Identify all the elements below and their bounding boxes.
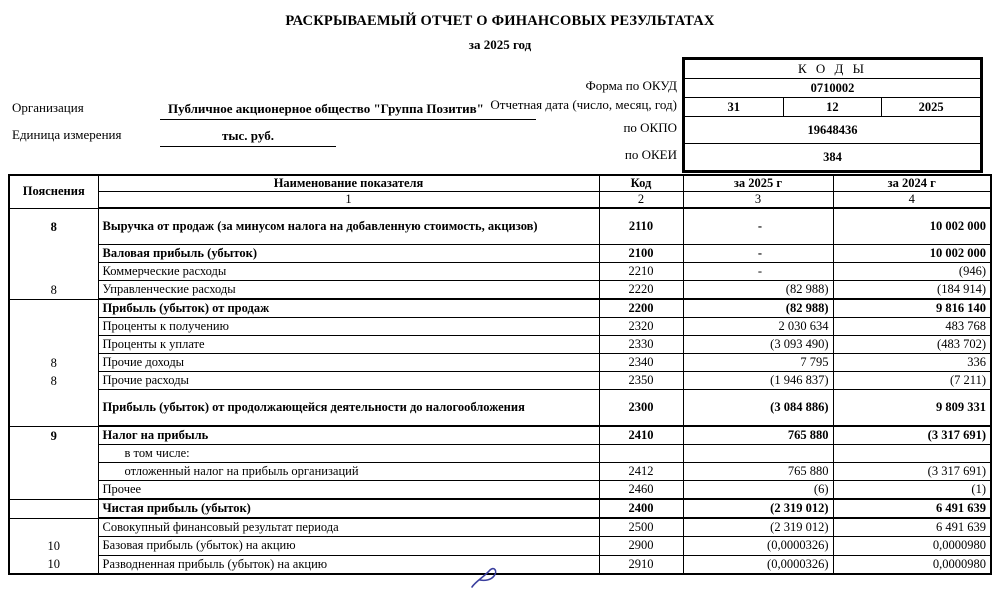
table-cell-indicator: Налог на прибыль — [98, 426, 599, 444]
report-date-label: Отчетная дата (число, месяц, год) — [490, 97, 677, 112]
table-cell-explanations — [9, 426, 98, 499]
table-cell-explanations — [9, 499, 98, 518]
column-header-period-current: за 2025 г — [683, 175, 833, 192]
table-cell-value-2024: (7 211) — [833, 372, 991, 390]
table-cell-code: 2220 — [599, 281, 683, 299]
table-cell-indicator: в том числе: — [98, 444, 599, 462]
table-cell-indicator: Управленческие расходы — [98, 281, 599, 299]
table-cell-indicator: Прибыль (убыток) от продолжающейся деятельности до налогообложения — [98, 390, 599, 426]
table-cell-value-2024: (184 914) — [833, 281, 991, 299]
table-row — [9, 208, 991, 244]
table-cell-explanations — [9, 518, 98, 574]
table-cell-code: 2100 — [599, 244, 683, 262]
table-cell-value-2024: (946) — [833, 263, 991, 281]
table-cell-indicator: Прибыль (убыток) от продаж — [98, 299, 599, 317]
table-cell-indicator: Проценты к уплате — [98, 335, 599, 353]
table-cell-code — [599, 444, 683, 462]
okud-label: Форма по ОКУД — [585, 78, 677, 93]
column-header-code: Код — [599, 175, 683, 192]
table-cell-value-2024: 0,0000980 — [833, 537, 991, 556]
page-subtitle: за 2025 год — [468, 37, 532, 52]
table-cell-code: 2412 — [599, 463, 683, 481]
explanation-note — [10, 463, 98, 481]
table-row — [9, 390, 991, 426]
table-row — [9, 518, 991, 537]
table-cell-code: 2330 — [599, 335, 683, 353]
table-cell-code: 2200 — [599, 299, 683, 317]
entity-block — [0, 93, 680, 147]
okei-value: 384 — [685, 144, 981, 171]
table-cell-indicator: Базовая прибыль (убыток) на акцию — [98, 537, 599, 556]
table-cell-value-2025: (2 319 012) — [683, 499, 833, 518]
table-cell-value-2025: 7 795 — [683, 353, 833, 371]
explanation-note: 8 — [50, 355, 57, 370]
codes-spacer — [0, 57, 680, 76]
table-row — [9, 372, 991, 390]
financial-table-container — [0, 174, 1000, 575]
table-cell-value-2024: 6 491 639 — [833, 499, 991, 518]
table-cell-indicator: отложенный налог на прибыль организаций — [98, 463, 599, 481]
table-row — [9, 426, 991, 444]
explanation-note: 10 — [47, 556, 60, 571]
table-cell-code: 2210 — [599, 263, 683, 281]
explanation-note — [10, 481, 98, 499]
table-cell-code: 2350 — [599, 372, 683, 390]
table-cell-value-2025: (82 988) — [683, 281, 833, 299]
table-body — [9, 208, 991, 574]
explanation-note: 10 — [47, 538, 60, 553]
table-row — [9, 481, 991, 499]
unit-row — [0, 120, 680, 147]
codes-panel — [682, 57, 983, 173]
table-row — [9, 463, 991, 481]
table-cell-indicator: Выручка от продаж (за минусом налога на добавленную стоимость, акцизов) — [98, 208, 599, 244]
explanation-note — [10, 519, 98, 537]
table-cell-value-2025: 765 880 — [683, 426, 833, 444]
table-cell-value-2024: (3 317 691) — [833, 463, 991, 481]
table-row — [9, 444, 991, 462]
explanation-note: 8 — [50, 219, 57, 234]
explanation-note — [10, 336, 98, 354]
organization-row — [0, 93, 680, 120]
codes-header-row — [685, 60, 981, 79]
table-cell-value-2025: - — [683, 208, 833, 244]
column-header-explanations: Пояснения — [9, 175, 98, 208]
table-cell-value-2025: - — [683, 244, 833, 262]
explanation-note — [10, 300, 98, 318]
table-cell-indicator: Проценты к получению — [98, 317, 599, 335]
organization-label: Организация — [12, 100, 84, 115]
table-cell-code: 2410 — [599, 426, 683, 444]
financial-results-table — [8, 174, 992, 575]
okpo-value: 19648436 — [685, 117, 981, 144]
unit-value: тыс. руб. — [160, 125, 336, 147]
table-cell-code: 2340 — [599, 353, 683, 371]
explanation-note — [10, 445, 98, 463]
table-head — [9, 175, 991, 208]
okei-row — [685, 144, 981, 171]
table-cell-indicator: Разводненная прибыль (убыток) на акцию — [98, 555, 599, 574]
explanation-note: 8 — [50, 282, 57, 297]
explanation-note — [10, 263, 98, 281]
explanation-note — [10, 245, 98, 263]
table-cell-value-2024: 10 002 000 — [833, 208, 991, 244]
table-cell-value-2024: 336 — [833, 353, 991, 371]
table-cell-value-2024 — [833, 444, 991, 462]
report-date-year: 2025 — [882, 98, 981, 117]
column-number-1: 1 — [98, 192, 599, 209]
table-row — [9, 335, 991, 353]
table-cell-value-2025: (0,0000326) — [683, 555, 833, 574]
organization-value: Публичное акционерное общество "Группа Позитив" — [160, 98, 536, 120]
table-cell-code: 2500 — [599, 518, 683, 537]
table-cell-indicator: Прочие доходы — [98, 353, 599, 371]
table-cell-value-2024: 483 768 — [833, 317, 991, 335]
table-cell-code: 2400 — [599, 499, 683, 518]
table-cell-value-2025: (3 093 490) — [683, 335, 833, 353]
page-title: РАСКРЫВАЕМЫЙ ОТЧЕТ О ФИНАНСОВЫХ РЕЗУЛЬТАТАХ — [285, 13, 715, 29]
column-header-period-prior: за 2024 г — [833, 175, 991, 192]
table-row — [9, 281, 991, 299]
table-cell-code: 2110 — [599, 208, 683, 244]
table-cell-value-2024: (483 702) — [833, 335, 991, 353]
column-number-3: 3 — [683, 192, 833, 209]
okpo-label: по ОКПО — [623, 120, 677, 135]
table-cell-value-2024: 9 809 331 — [833, 390, 991, 426]
column-number-2: 2 — [599, 192, 683, 209]
header-zone — [0, 57, 1000, 172]
column-header-indicator: Наименование показателя — [98, 175, 599, 192]
document-header — [0, 0, 1000, 53]
table-cell-indicator: Совокупный финансовый результат периода — [98, 518, 599, 537]
report-date-month: 12 — [783, 98, 882, 117]
table-row — [9, 299, 991, 317]
explanation-note: 8 — [50, 373, 57, 388]
table-header-row — [9, 175, 991, 192]
table-cell-value-2025: 765 880 — [683, 463, 833, 481]
table-row — [9, 353, 991, 371]
explanation-note — [10, 318, 98, 336]
table-row — [9, 317, 991, 335]
table-cell-value-2025: (6) — [683, 481, 833, 499]
explanation-note — [10, 390, 98, 426]
table-cell-value-2024: 6 491 639 — [833, 518, 991, 537]
report-date-row — [685, 98, 981, 117]
table-row — [9, 537, 991, 556]
unit-label: Единица измерения — [12, 127, 122, 142]
table-cell-value-2025: 2 030 634 — [683, 317, 833, 335]
table-cell-value-2024: (1) — [833, 481, 991, 499]
table-cell-indicator: Чистая прибыль (убыток) — [98, 499, 599, 518]
table-cell-value-2025 — [683, 444, 833, 462]
report-date-day: 31 — [685, 98, 784, 117]
table-row — [9, 244, 991, 262]
table-cell-code: 2910 — [599, 555, 683, 574]
okud-row — [685, 79, 981, 98]
table-cell-indicator: Валовая прибыль (убыток) — [98, 244, 599, 262]
table-cell-code: 2300 — [599, 390, 683, 426]
okud-value: 0710002 — [685, 79, 981, 98]
table-cell-value-2024: 0,0000980 — [833, 555, 991, 574]
table-cell-explanations — [9, 299, 98, 426]
table-cell-value-2024: 10 002 000 — [833, 244, 991, 262]
table-cell-indicator: Коммерческие расходы — [98, 263, 599, 281]
table-cell-value-2025: - — [683, 263, 833, 281]
table-cell-indicator: Прочее — [98, 481, 599, 499]
table-row — [9, 263, 991, 281]
table-cell-value-2025: (3 084 886) — [683, 390, 833, 426]
table-cell-value-2025: (0,0000326) — [683, 537, 833, 556]
okpo-row — [685, 117, 981, 144]
codes-panel-title: К О Д Ы — [685, 60, 981, 79]
table-cell-value-2025: (82 988) — [683, 299, 833, 317]
table-row — [9, 555, 991, 574]
explanation-note — [10, 500, 98, 518]
table-cell-value-2024: (3 317 691) — [833, 426, 991, 444]
table-column-numbers-row — [9, 192, 991, 209]
table-row — [9, 499, 991, 518]
table-cell-indicator: Прочие расходы — [98, 372, 599, 390]
table-cell-value-2024: 9 816 140 — [833, 299, 991, 317]
explanation-note: 9 — [50, 428, 57, 443]
table-cell-code: 2320 — [599, 317, 683, 335]
table-cell-code: 2900 — [599, 537, 683, 556]
table-cell-value-2025: (1 946 837) — [683, 372, 833, 390]
table-cell-code: 2460 — [599, 481, 683, 499]
table-cell-value-2025: (2 319 012) — [683, 518, 833, 537]
column-number-4: 4 — [833, 192, 991, 209]
okei-label: по ОКЕИ — [624, 147, 677, 162]
table-cell-explanations — [9, 208, 98, 299]
